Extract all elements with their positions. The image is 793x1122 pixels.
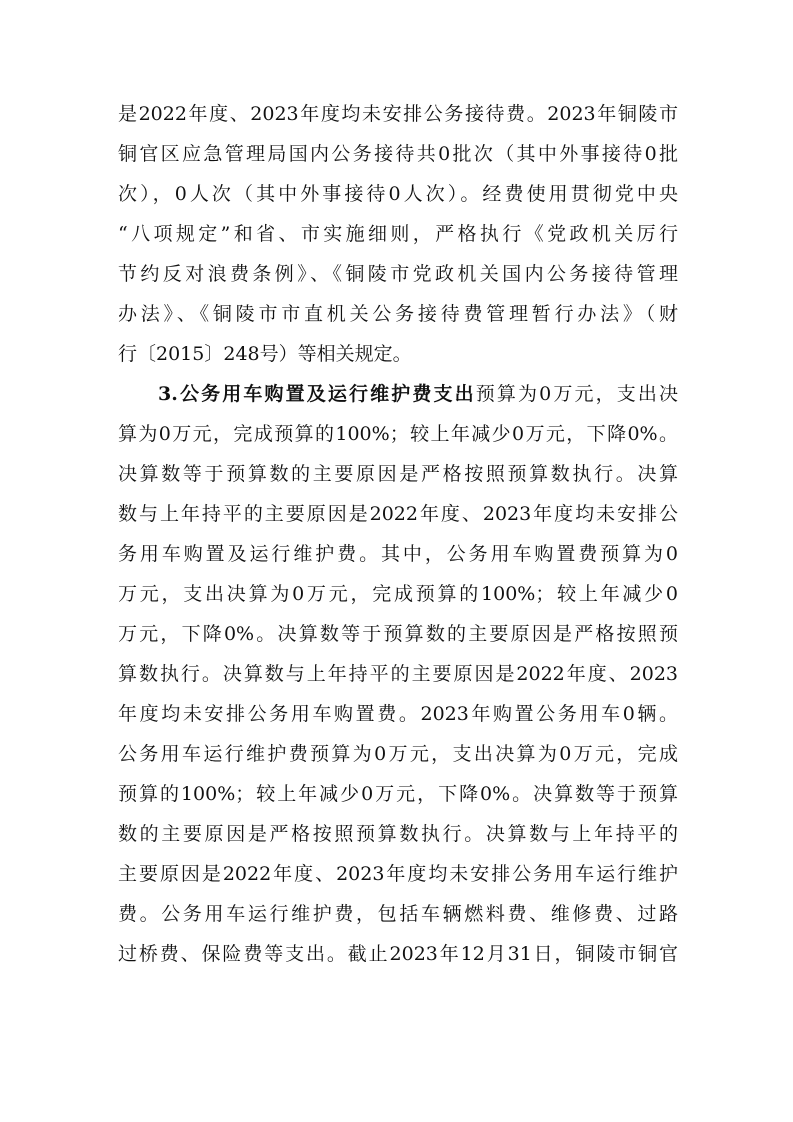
text-line: 预算的100%；较上年减少0万元，下降0%。决算数等于预算: [118, 783, 678, 805]
body-text: [118, 94, 678, 974]
text-line: 节约反对浪费条例》、《铜陵市党政机关国内公务接待管理: [118, 263, 678, 285]
text-line: 数的主要原因是严格按照预算数执行。决算数与上年持平的: [118, 823, 678, 845]
text-line: 过桥费、保险费等支出。截止2023年12月31日，铜陵市铜官: [118, 943, 678, 965]
section-first-line: [118, 374, 678, 414]
section-heading: 3.公务用车购置及运行维护费支出: [158, 383, 476, 405]
text-line: 公务用车运行维护费预算为0万元，支出决算为0万元，完成: [118, 743, 678, 765]
text-line: 务用车购置及运行维护费。其中，公务用车购置费预算为0: [118, 543, 678, 565]
text-line: 万元，下降0%。决算数等于预算数的主要原因是严格按照预: [118, 623, 678, 645]
text-line: 办法》、《铜陵市市直机关公务接待费管理暂行办法》（财: [118, 303, 678, 325]
text-line: 次），0人次（其中外事接待0人次）。经费使用贯彻党中央: [118, 183, 678, 205]
text-line: 算数执行。决算数与上年持平的主要原因是2022年度、2023: [118, 663, 678, 685]
text-line: 算为0万元，完成预算的100%；较上年减少0万元，下降0%。: [118, 423, 678, 445]
text-line: 行〔2015〕248号）等相关规定。: [118, 343, 412, 365]
paragraph-reception-expenses: [118, 94, 678, 374]
section-first-line-rest: 预算为0万元，支出决: [475, 383, 678, 405]
text-line: 费。公务用车运行维护费，包括车辆燃料费、维修费、过路: [118, 903, 678, 925]
text-line: “八项规定”和省、市实施细则，严格执行《党政机关厉行: [118, 223, 678, 245]
text-line: 主要原因是2022年度、2023年度均未安排公务用车运行维护: [118, 863, 678, 885]
text-line: 年度均未安排公务用车购置费。2023年购置公务用车0辆。: [118, 703, 678, 725]
text-line: 数与上年持平的主要原因是2022年度、2023年度均未安排公: [118, 503, 678, 525]
text-line: 是2022年度、2023年度均未安排公务接待费。2023年铜陵市: [118, 103, 678, 125]
text-line: 铜官区应急管理局国内公务接待共0批次（其中外事接待0批: [118, 143, 678, 165]
paragraph-vehicle-expenses: [118, 374, 678, 974]
text-line: 万元，支出决算为0万元，完成预算的100%；较上年减少0: [118, 583, 678, 605]
text-line: 决算数等于预算数的主要原因是严格按照预算数执行。决算: [118, 463, 678, 485]
